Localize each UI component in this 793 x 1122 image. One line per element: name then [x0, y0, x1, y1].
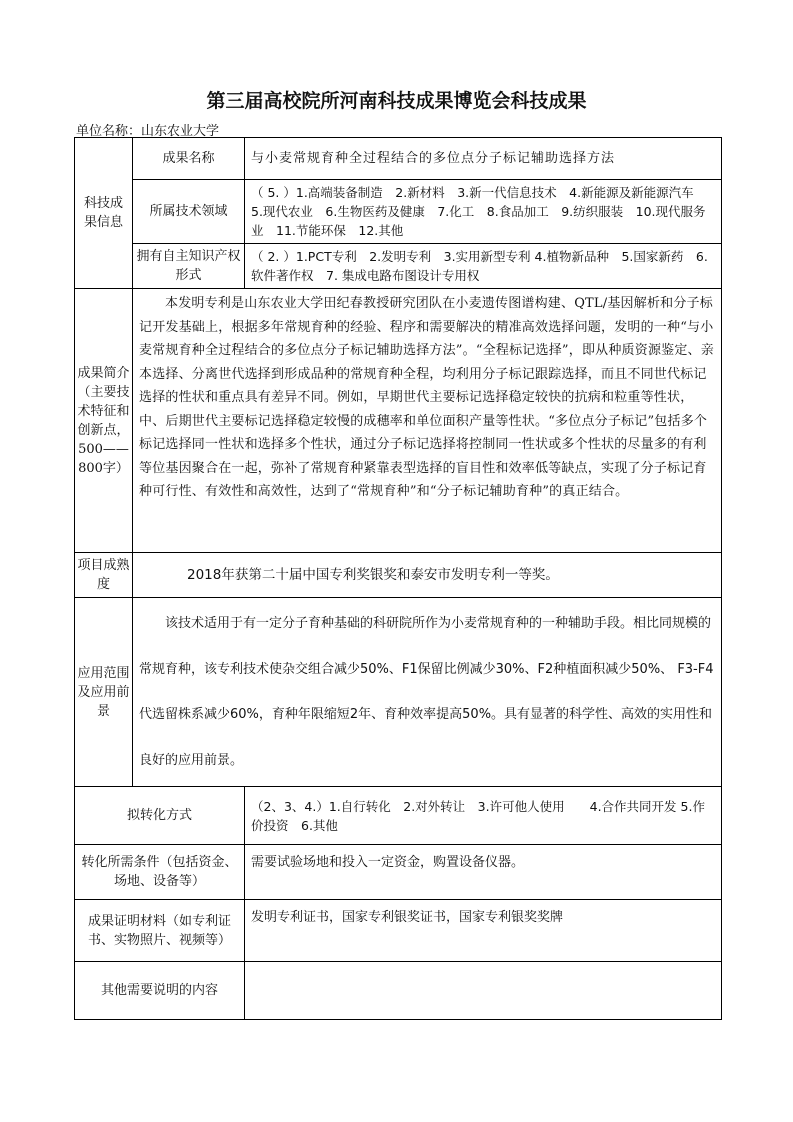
name-value: 与小麦常规育种全过程结合的多位点分子标记辅助选择方法	[245, 138, 722, 180]
row-intro	[75, 289, 722, 553]
evidence-value: 发明专利证书，国家专利银奖证书，国家专利银奖奖牌	[245, 900, 722, 962]
row-name	[75, 138, 722, 180]
section-tech-info-label: 科技成果信息	[83, 196, 123, 230]
row-field	[75, 180, 722, 244]
section-tech-info	[75, 138, 133, 289]
achievement-form	[74, 137, 722, 1020]
field-value: （ 5. ）1.高端装备制造 2.新材料 3.新一代信息技术 4.新能源及新能源汽车 5.现代农业 6.生物医药及健康 7.化工 8.食品加工 9.纺织服装 10.现代服务业 11.节能环保 12.其他	[245, 180, 722, 244]
application-value: 该技术适用于有一定分子育种基础的科研院所作为小麦常规育种的一种辅助手段。相比同规模的常规育种，该专利技术使杂交组合减少50%、F1保留比例减少30%、F2种植面积减少50%、 F3-F4代选留株系减少60%，育种年限缩短2年、育种效率提高50%。具有显著的科学性、高效的实用性和良好的应用前景。	[133, 598, 722, 787]
intro-label: 成果简介（主要技术特征和创新点，500——800字）	[75, 289, 133, 553]
application-label: 应用范围及应用前景	[75, 598, 133, 787]
other-label: 其他需要说明的内容	[75, 962, 245, 1020]
row-evidence	[75, 900, 722, 962]
maturity-label: 项目成熟度	[75, 553, 133, 598]
field-label: 所属技术领域	[133, 180, 245, 244]
row-ip	[75, 244, 722, 289]
ip-label: 拥有自主知识产权形式	[133, 244, 245, 289]
name-label: 成果名称	[133, 138, 245, 180]
row-maturity	[75, 553, 722, 598]
conditions-label: 转化所需条件（包括资金、场地、设备等）	[75, 845, 245, 900]
intro-value: 本发明专利是山东农业大学田纪春教授研究团队在小麦遗传图谱构建、QTL/基因解析和分子标记开发基础上，根据多年常规育种的经验、程序和需要解决的精准高效选择问题，发明的一种“与小麦常规育种全过程结合的多位点分子标记辅助选择方法”。“全程标记选择”，即从种质资源鉴定、亲本选择、分离世代选择到形成品种的常规育种全程，均利用分子标记跟踪选择，而且不同世代标记选择的性状和重点具有差异不同。例如，早期世代主要标记选择稳定较快的抗病和粒重等性状，中、后期世代主要标记选择稳定较慢的成穗率和单位面积产量等性状。“多位点分子标记”包括多个标记选择同一性状和选择多个性状，通过分子标记选择将控制同一性状或多个性状的尽量多的有利等位基因聚合在一起，弥补了常规育种紧靠表型选择的盲目性和效率低等缺点，实现了分子标记育种可行性、有效性和高效性，达到了“常规育种”和“分子标记辅助育种”的真正结合。	[133, 289, 722, 553]
evidence-label: 成果证明材料（如专利证书、实物照片、视频等）	[75, 900, 245, 962]
row-conditions	[75, 845, 722, 900]
page-title: 第三届高校院所河南科技成果博览会科技成果	[206, 90, 587, 112]
row-other	[75, 962, 722, 1020]
other-value	[245, 962, 722, 1020]
transfer-label: 拟转化方式	[75, 787, 245, 845]
ip-value: （ 2. ）1.PCT专利 2.发明专利 3.实用新型专利 4.植物新品种 5.国家新药 6.软件著作权 7. 集成电路布图设计专用权	[245, 244, 722, 289]
maturity-value: 2018年获第二十届中国专利奖银奖和泰安市发明专利一等奖。	[133, 553, 722, 598]
row-transfer	[75, 787, 722, 845]
transfer-value: （2、3、4.）1.自行转化 2.对外转让 3.许可他人使用 4.合作共同开发 5.作价投资 6.其他	[245, 787, 722, 845]
row-application	[75, 598, 722, 787]
unit-name: 单位名称：山东农业大学	[76, 124, 220, 139]
conditions-value: 需要试验场地和投入一定资金，购置设备仪器。	[245, 845, 722, 900]
